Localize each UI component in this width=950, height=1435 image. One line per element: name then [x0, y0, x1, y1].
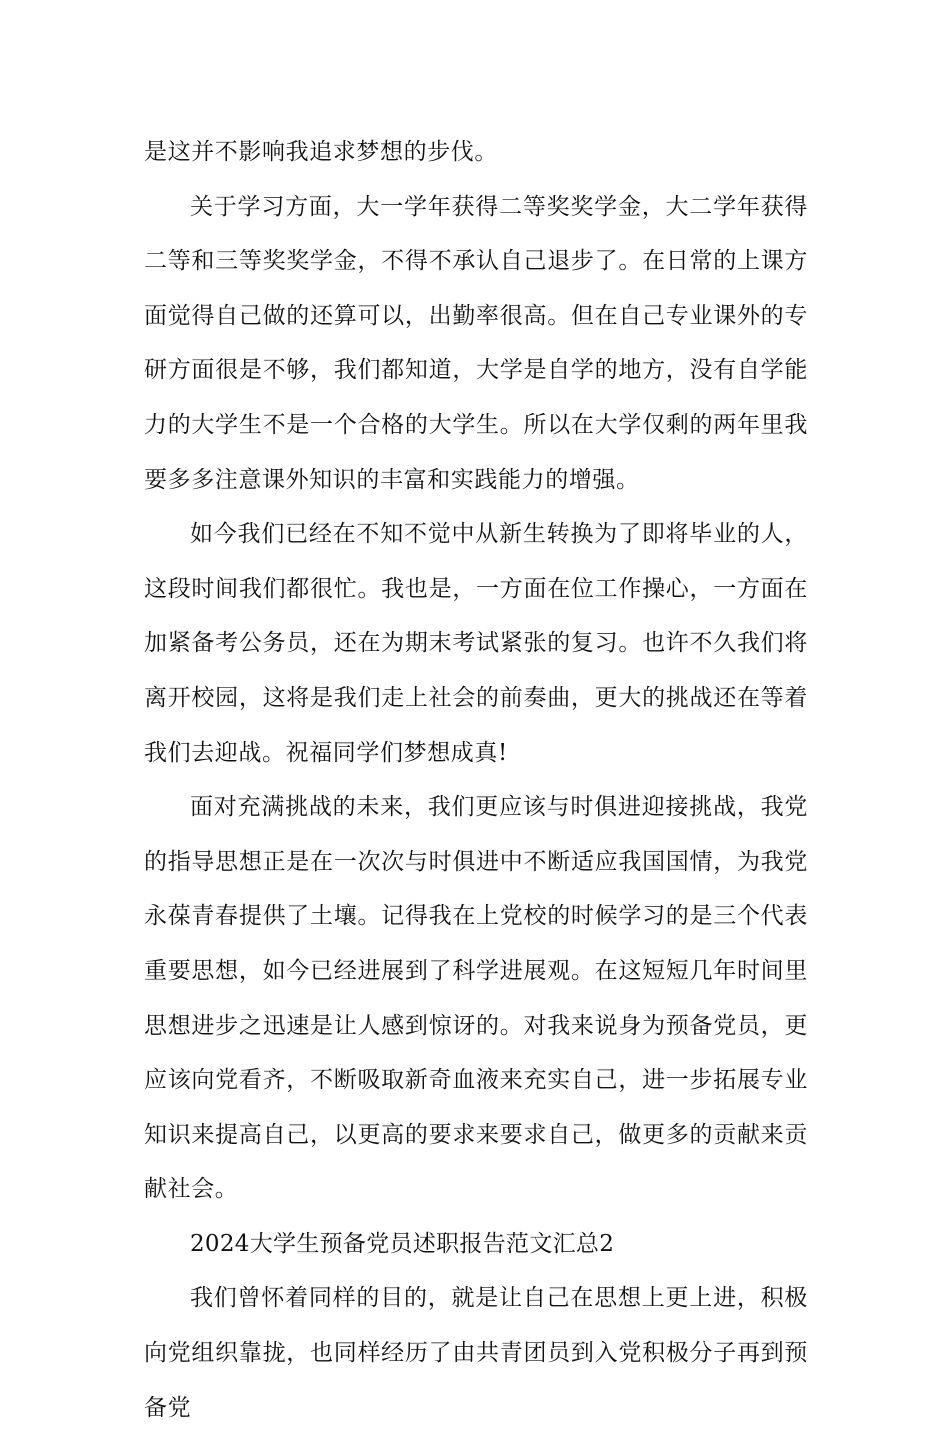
paragraph-graduation: 如今我们已经在不知不觉中从新生转换为了即将毕业的人，这段时间我们都很忙。我也是，一方面在位工作操心，一方面在加紧备考公务员，还在为期末考试紧张的复习。也许不久我们将离开校园，这将是我们走上社会的前奏曲，更大的挑战还在等着我们去迎战。祝福同学们梦想成真!	[144, 521, 808, 766]
paragraph-continuation: 是这并不影响我追求梦想的步伐。	[144, 139, 498, 165]
paragraph-goal: 我们曾怀着同样的目的，就是让自己在思想上更上进，积极向党组织靠拢，也同样经历了由共青团员到入党积极分子再到预备党	[144, 1285, 808, 1421]
paragraph-challenge: 面对充满挑战的未来，我们更应该与时俱进迎接挑战，我党的指导思想正是在一次次与时俱进中不断适应我国国情，为我党永葆青春提供了土壤。记得我在上党校的时候学习的是三个代表重要思想，如今已经进展到了科学进展观。在这短短几年时间里思想进步之迅速是让人感到惊讶的。对我来说身为预备党员，更应该向党看齐，不断吸取新奇血液来充实自己，进一步拓展专业知识来提高自己，以更高的要求来要求自己，做更多的贡献来贡献社会。	[144, 794, 808, 1203]
paragraph-study: 关于学习方面，大一学年获得二等奖奖学金，大二学年获得二等和三等奖奖学金，不得不承认自己退步了。在日常的上课方面觉得自己做的还算可以，出勤率很高。但在自己专业课外的专研方面很是不够，我们都知道，大学是自学的地方，没有自学能力的大学生不是一个合格的大学生。所以在大学仅剩的两年里我要多多注意课外知识的丰富和实践能力的增强。	[144, 193, 808, 493]
document-body	[144, 125, 808, 1435]
section-heading: 2024大学生预备党员述职报告范文汇总2	[190, 1230, 615, 1257]
